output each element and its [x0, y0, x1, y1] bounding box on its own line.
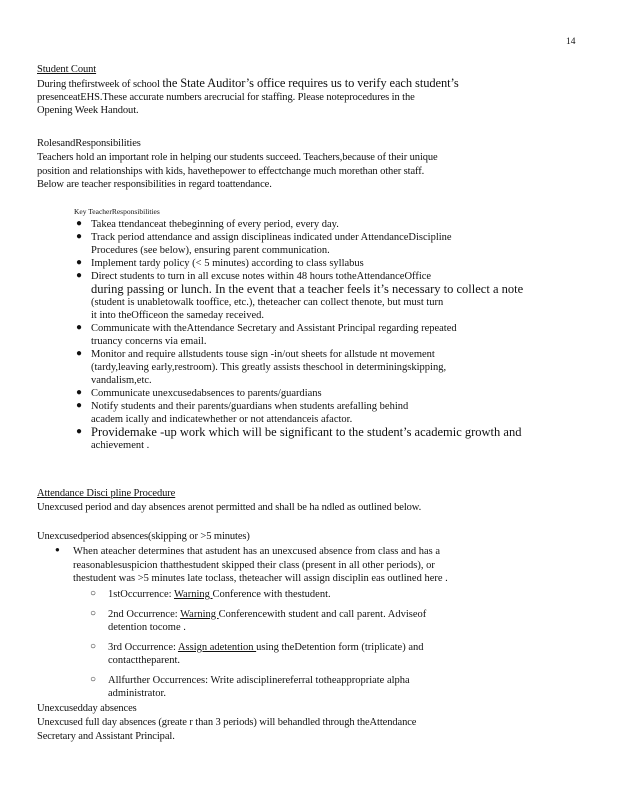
occurrence-label: 1stOccurrence: — [108, 589, 174, 600]
responsibility-line: Communicate unexcusedabsences to parents/guardians — [91, 388, 322, 399]
responsibility-line: Monitor and require allstudents touse sign -in/out sheets for allstude nt movement — [91, 349, 435, 360]
bullet-icon: ● — [76, 270, 83, 281]
hollow-bullet-icon: ○ — [90, 673, 97, 685]
responsibility-line: during passing or lunch. In the event that a teacher feels it’s necessary to collect a note — [91, 282, 524, 296]
paragraph-line: position and relationships with kids, havethepower to effectchange much morethan other staff. — [37, 165, 425, 177]
hollow-bullet-icon: ○ — [90, 607, 97, 619]
responsibility-item — [76, 322, 526, 348]
hollow-bullet-icon: ○ — [90, 588, 97, 599]
paragraph-line: Unexcused full day absences (greate r than 3 periods) will behandled through theAttendance — [37, 717, 417, 728]
occurrence-label: 3rd Occurrence: — [108, 641, 178, 653]
responsibility-line: Implement tardy policy (< 5 minutes) according to class syllabus — [91, 258, 364, 269]
responsibility-item — [76, 426, 526, 452]
responsibility-item — [76, 231, 526, 257]
occurrence-action: Warning — [180, 608, 219, 620]
responsibility-line: Procedures (see below), ensuring parent communication. — [91, 245, 330, 256]
paragraph-line: During thefirstweek of school the State Auditor’s office requires us to verify each student’s — [37, 76, 459, 90]
paragraph-line: presenceatEHS.These accurate numbers arecrucial for staffing. Please noteprocedures in the — [37, 91, 415, 103]
occurrence-text: Conference with thestudent. — [212, 589, 331, 600]
roles-section — [37, 137, 577, 192]
responsibility-item — [76, 387, 526, 400]
section-heading: Attendance Disci pline Procedure — [37, 488, 176, 499]
occurrence-text: Conferencewith student and call parent. Adviseof — [218, 608, 427, 620]
key-responsibilities-title: Key TeacherResponsibilities — [74, 207, 160, 216]
occurrence-item — [90, 674, 510, 701]
bullet-icon: ● — [76, 257, 83, 268]
occurrence-continuation: detention tocome . — [108, 622, 186, 633]
responsibility-line: (tardy,leaving early,restroom). This greatly assists theschool in determiningskipping, — [91, 362, 447, 373]
occurrence-label: Allfurther Occurrences: — [108, 674, 211, 686]
responsibility-line: (student is unabletowalk tooffice, etc.), theteacher can collect thenote, but must turn — [91, 297, 444, 308]
paragraph-line: thestudent was >5 minutes late toclass, theteacher will assign disciplin eas outlined here . — [73, 573, 448, 584]
bullet-icon: ● — [76, 218, 83, 229]
student-count-section — [37, 63, 577, 118]
occurrence-item — [90, 588, 510, 602]
paragraph-line: When ateacher determines that astudent has an unexcused absence from class and has a — [73, 546, 441, 557]
occurrence-text: using theDetention form (triplicate) and — [256, 641, 424, 653]
bullet-icon: ● — [76, 400, 83, 411]
responsibility-line: Communicate with theAttendance Secretary and Assistant Principal regarding repeated — [91, 323, 457, 334]
bullet-icon: ● — [76, 348, 83, 359]
responsibility-line: Direct students to turn in all excuse notes within 48 hours totheAttendanceOffice — [91, 271, 432, 282]
responsibility-line: academ ically and indicatewhether or not attendanceis afactor. — [91, 414, 353, 425]
occurrence-action: Assign adetention — [177, 641, 257, 653]
attendance-section — [37, 487, 577, 515]
responsibilities-list — [76, 218, 526, 452]
bullet-icon: ● — [76, 387, 83, 398]
occurrence-continuation: contacttheparent. — [108, 655, 181, 666]
occurrence-line — [108, 588, 510, 602]
section-heading: RolesandResponsibilities — [37, 138, 141, 149]
occurrence-list — [90, 588, 510, 707]
occurrence-line — [108, 608, 510, 622]
hollow-bullet-icon: ○ — [90, 640, 97, 652]
paragraph-line: Below are teacher responsibilities in regard toattendance. — [37, 179, 272, 190]
responsibility-item — [76, 270, 526, 322]
responsibility-item — [76, 400, 526, 426]
bullet-icon: ● — [55, 545, 60, 554]
unexcused-period-section — [37, 530, 577, 544]
responsibility-line: achievement . — [91, 440, 150, 451]
responsibility-line: vandalism,etc. — [91, 375, 152, 386]
occurrence-action: Warning — [173, 589, 213, 600]
unexcused-day-section — [37, 702, 577, 743]
unexcused-period-bullet — [55, 545, 535, 586]
paragraph-line: reasonablesuspicion thatthestudent skipped their class (present in all other periods), or — [73, 559, 435, 571]
responsibility-line: Providemake -up work which will be significant to the student’s academic growth and — [91, 425, 522, 439]
paragraph-line: Unexcused period and day absences arenot permitted and shall be ha ndled as outlined below. — [37, 502, 422, 513]
page-number: 14 — [566, 37, 576, 47]
responsibility-item — [76, 348, 526, 387]
paragraph-line: Opening Week Handout. — [37, 105, 139, 116]
occurrence-line — [108, 674, 510, 688]
occurrence-text: Write adisciplinereferral totheappropriate alpha — [210, 674, 410, 686]
section-heading: Unexcusedperiod absences(skipping or >5 minutes) — [37, 531, 250, 542]
section-heading: Unexcusedday absences — [37, 703, 137, 714]
responsibility-line: Takea ttendanceat thebeginning of every period, every day. — [91, 219, 339, 230]
responsibility-line: Notify students and their parents/guardians when students arefalling behind — [91, 401, 409, 412]
occurrence-item — [90, 608, 510, 635]
section-heading: Student Count — [37, 64, 97, 75]
paragraph-line: Teachers hold an important role in helping our students succeed. Teachers,because of their unique — [37, 152, 438, 163]
occurrence-continuation: administrator. — [108, 688, 167, 699]
responsibility-item — [76, 257, 526, 270]
responsibility-line: it into theOfficeon the sameday received. — [91, 310, 264, 321]
bullet-icon: ● — [76, 231, 83, 242]
paragraph-line: Secretary and Assistant Principal. — [37, 730, 175, 742]
responsibility-item — [76, 218, 526, 231]
responsibility-line: Track period attendance and assign disciplineas indicated under AttendanceDiscipline — [91, 232, 452, 243]
bullet-icon: ● — [76, 426, 83, 437]
occurrence-item — [90, 641, 510, 668]
occurrence-label: 2nd Occurrence: — [108, 608, 181, 620]
bullet-icon: ● — [76, 322, 83, 333]
responsibility-line: truancy concerns via email. — [91, 336, 207, 347]
occurrence-line — [108, 641, 510, 655]
